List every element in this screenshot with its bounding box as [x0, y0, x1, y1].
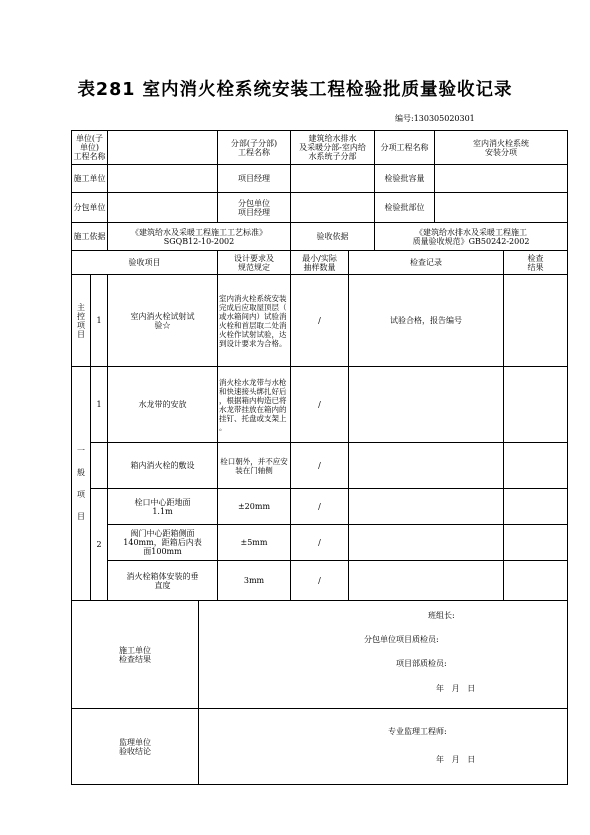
- item-name-value: 室内消火栓系统 安装分项: [435, 131, 568, 165]
- subcontract-unit-label: 分包单位: [72, 193, 108, 223]
- sub-inspector-label: 分包单位项目质检员:: [364, 635, 439, 644]
- project-inspector-label: 项目部质检员:: [396, 659, 447, 668]
- project-manager-value[interactable]: [291, 165, 375, 193]
- general-row-3-result[interactable]: [504, 489, 568, 525]
- general-row-4-result[interactable]: [504, 525, 568, 561]
- col-header-result: 检查 结果: [504, 251, 568, 275]
- general-row-2-result[interactable]: [504, 443, 568, 489]
- subdivision-label: 分部(子分部) 工程名称: [218, 131, 291, 165]
- general-row-5-sample: /: [291, 561, 349, 601]
- batch-capacity-value[interactable]: [435, 165, 568, 193]
- page-title: 表281 室内消火栓系统安装工程检验批质量验收记录: [77, 80, 513, 100]
- general-row-2-no: [91, 443, 108, 489]
- general-row-1-no: 1: [91, 367, 108, 443]
- supervision-engineer-label: 专业监理工程师:: [388, 727, 447, 736]
- unit-name-label: 单位(子单位) 工程名称: [72, 131, 108, 165]
- main-control-item: 室内消火栓试射试 验☆: [108, 275, 218, 367]
- general-row-3-item: 栓口中心距地面 1.1m: [108, 489, 218, 525]
- general-row-3-no: 2: [91, 489, 108, 601]
- general-row-5-item: 消火栓箱体安装的垂 直度: [108, 561, 218, 601]
- general-row-4-record[interactable]: [349, 525, 504, 561]
- batch-capacity-label: 检验批容量: [375, 165, 435, 193]
- general-label: 一 般 项 目: [72, 367, 91, 601]
- general-row-2-requirement: 栓口朝外，并不应安 装在门轴侧: [218, 443, 291, 489]
- general-row-1-item: 水龙带的安放: [108, 367, 218, 443]
- construction-check-signature-area[interactable]: [199, 601, 568, 709]
- supervision-date: 年 月 日: [436, 755, 476, 764]
- main-control-record[interactable]: 试验合格，报告编号: [349, 275, 504, 367]
- project-manager-label: 项目经理: [218, 165, 291, 193]
- general-row-5-record[interactable]: [349, 561, 504, 601]
- acceptance-record-table: [71, 130, 568, 785]
- acceptance-basis-value: 《建筑给水排水及采暖工程施工 质量验收规范》GB50242-2002: [375, 223, 568, 251]
- subdivision-value: 建筑给水排水 及采暖分部-室内给 水系统子分部: [291, 131, 375, 165]
- main-control-requirement: 室内消火栓系统安装 完成后应取屋顶层（ 或水箱间内）试验消 火栓和首层取二处消 火栓作试射试验，达 到设计要求为合格。: [218, 275, 291, 367]
- construction-check-label: 施工单位 检查结果: [72, 601, 199, 709]
- main-control-sample: /: [291, 275, 349, 367]
- batch-location-label: 检验批部位: [375, 193, 435, 223]
- general-row-3-requirement: ±20mm: [218, 489, 291, 525]
- construction-unit-label: 施工单位: [72, 165, 108, 193]
- subcontract-manager-label: 分包单位 项目经理: [218, 193, 291, 223]
- construction-unit-value[interactable]: [108, 165, 218, 193]
- general-row-3-record[interactable]: [349, 489, 504, 525]
- general-row-1-requirement: 消火栓水龙带与水枪 和快速接头绑扎好后 ，根据箱内构造已将 水龙带挂放在箱内的 挂钉、托盘或支架上 。: [218, 367, 291, 443]
- col-header-sample: 最小/实际 抽样数量: [291, 251, 349, 275]
- subcontract-manager-value[interactable]: [291, 193, 375, 223]
- construction-basis-label: 施工依据: [72, 223, 108, 251]
- batch-location-value[interactable]: [435, 193, 568, 223]
- general-row-4-item: 阀门中心距箱侧面 140mm，距箱后内表 面100mm: [108, 525, 218, 561]
- subcontract-unit-value[interactable]: [108, 193, 218, 223]
- supervision-label: 监理单位 验收结论: [72, 709, 199, 785]
- item-name-label: 分项工程名称: [375, 131, 435, 165]
- unit-name-value[interactable]: [108, 131, 218, 165]
- col-header-requirement: 设计要求及 规范规定: [218, 251, 291, 275]
- general-row-2-item: 箱内消火栓的敷设: [108, 443, 218, 489]
- main-control-label: 主 控 项 目: [72, 275, 91, 367]
- col-header-record: 检查记录: [349, 251, 504, 275]
- general-row-4-requirement: ±5mm: [218, 525, 291, 561]
- main-control-no: 1: [91, 275, 108, 367]
- acceptance-basis-label: 验收依据: [291, 223, 375, 251]
- general-row-3-sample: /: [291, 489, 349, 525]
- team-leader-label: 班组长:: [428, 611, 455, 620]
- general-row-1-record[interactable]: [349, 367, 504, 443]
- general-row-1-result[interactable]: [504, 367, 568, 443]
- general-row-4-sample: /: [291, 525, 349, 561]
- construction-date: 年 月 日: [436, 684, 476, 693]
- general-row-5-result[interactable]: [504, 561, 568, 601]
- general-row-5-requirement: 3mm: [218, 561, 291, 601]
- construction-basis-value: 《建筑给水及采暖工程施工工艺标准》 SGQB12-10-2002: [108, 223, 291, 251]
- main-control-result[interactable]: [504, 275, 568, 367]
- record-code: 编号:130305020301: [395, 114, 475, 123]
- general-row-1-sample: /: [291, 367, 349, 443]
- supervision-signature-area[interactable]: [199, 709, 568, 785]
- general-row-2-record[interactable]: [349, 443, 504, 489]
- col-header-item: 验收项目: [72, 251, 218, 275]
- general-row-2-sample: /: [291, 443, 349, 489]
